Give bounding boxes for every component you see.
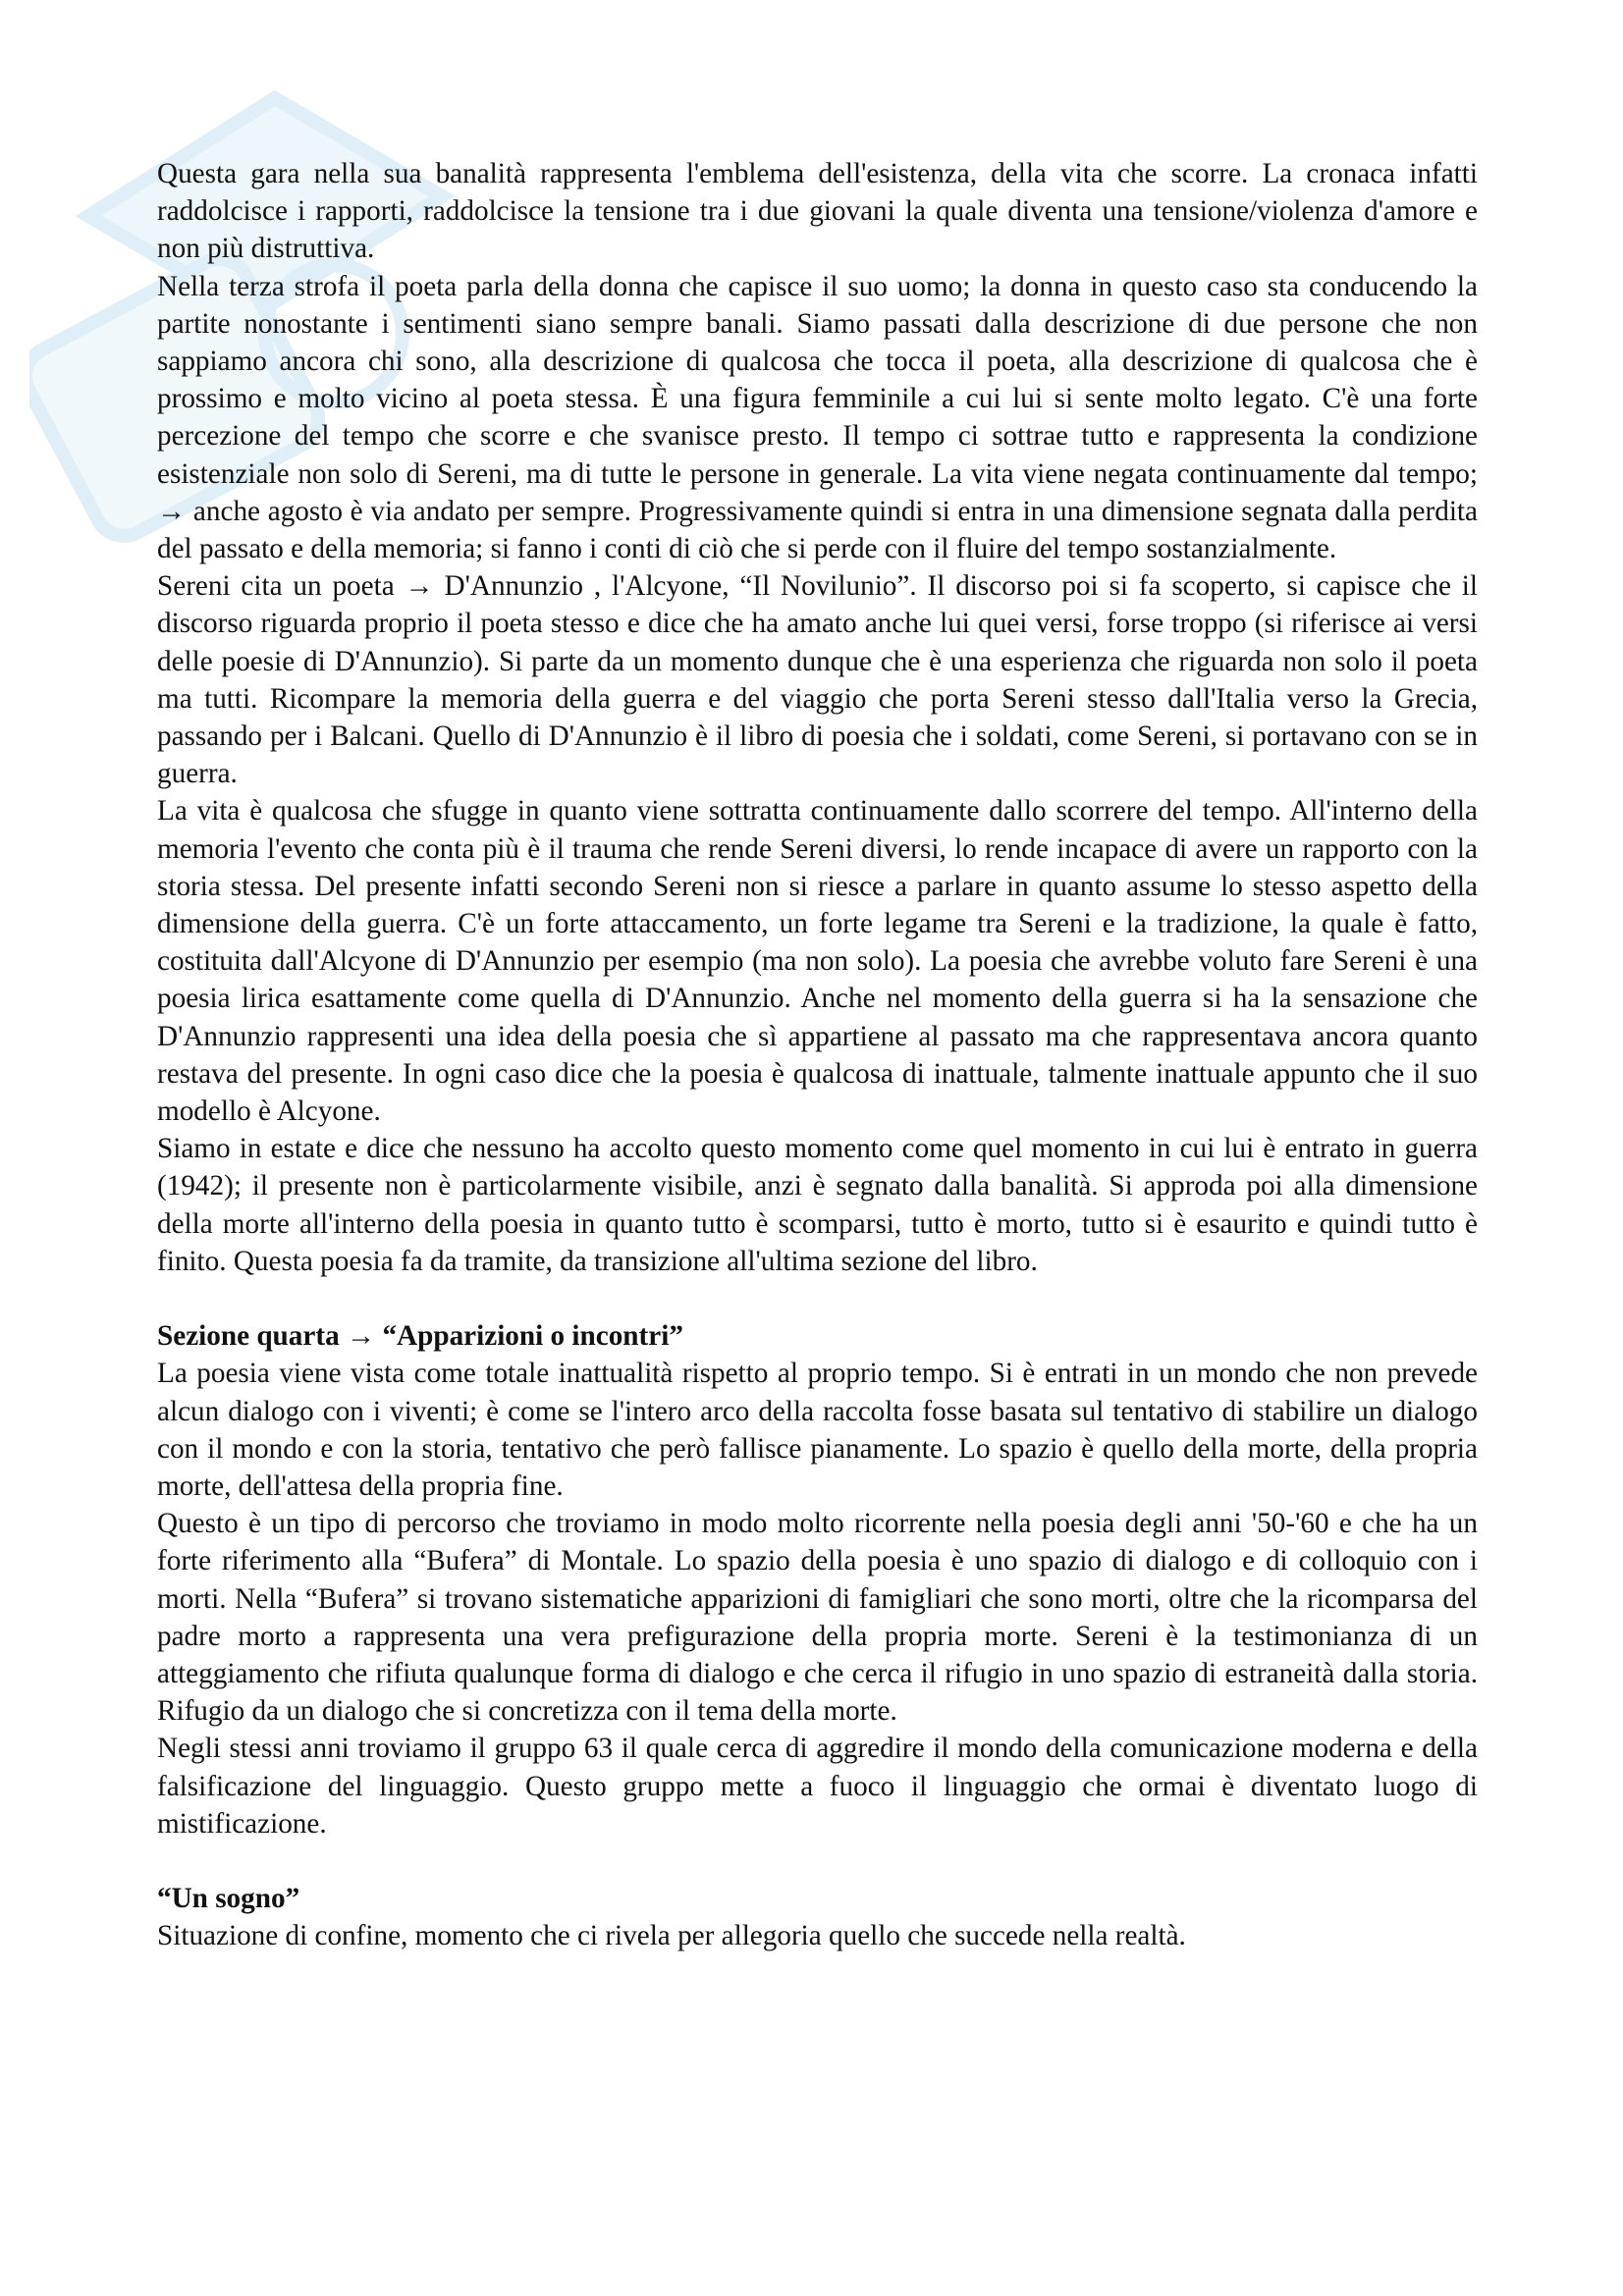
paragraph-5: Siamo in estate e dice che nessuno ha accolto questo momento come quel momento in cui lui è entrato in guerra (1942); il presente non è particolarmente visibile, anzi è segnato dalla banalità. Si approda poi alla dimensione della morte all'interno della poesia in quanto tutto è scomparsi, tutto è morto, tutto si è esaurito e quindi tutto è finito. Questa poesia fa da tramite, da transizione all'ultima sezione del libro. bbox=[157, 1133, 1478, 1277]
subsection-heading: “Un sogno” bbox=[157, 1882, 300, 1914]
document-body bbox=[157, 155, 1478, 1954]
subsection-paragraph: Situazione di confine, momento che ci rivela per allegoria quello che succede nella realtà. bbox=[157, 1920, 1186, 1952]
spacer bbox=[157, 1280, 1478, 1317]
paragraph-3: Sereni cita un poeta → D'Annunzio , l'Alcyone, “Il Novilunio”. Il discorso poi si fa scoperto, si capisce che il discorso riguarda proprio il poeta stesso e dice che ha amato anche lui quei versi, forse troppo (si riferisce ai versi delle poesie di D'Annunzio). Si parte da un momento dunque che è una esperienza che riguarda non solo il poeta ma tutti. Ricompare la memoria della guerra e del viaggio che porta Sereni stesso dall'Italia verso la Grecia, passando per i Balcani. Quello di D'Annunzio è il libro di poesia che i soldati, come Sereni, si portavano con se in guerra. bbox=[157, 570, 1478, 790]
paragraph-1: Questa gara nella sua banalità rappresenta l'emblema dell'esistenza, della vita che scorre. La cronaca infatti raddolcisce i rapporti, raddolcisce la tensione tra i due giovani la quale diventa una tensione/violenza d'amore e non più distruttiva. bbox=[157, 158, 1478, 265]
spacer bbox=[157, 1842, 1478, 1880]
paragraph-4: La vita è qualcosa che sfugge in quanto viene sottratta continuamente dallo scorrere del tempo. All'interno della memoria l'evento che conta più è il trauma che rende Sereni diversi, lo rende incapace di avere un rapporto con la storia stessa. Del presente infatti secondo Sereni non si riesce a parlare in quanto assume lo stesso aspetto della dimensione della guerra. C'è un forte attaccamento, un forte legame tra Sereni e la tradizione, la quale è fatto, costituita dall'Alcyone di D'Annunzio per esempio (ma non solo). La poesia che avrebbe voluto fare Sereni è una poesia lirica esattamente come quella di D'Annunzio. Anche nel momento della guerra si ha la sensazione che D'Annunzio rappresenti una idea della poesia che sì appartiene al passato ma che rappresentava ancora quanto restava del presente. In ogni caso dice che la poesia è qualcosa di inattuale, talmente inattuale appunto che il suo modello è Alcyone. bbox=[157, 795, 1478, 1128]
section-paragraph-2: Questo è un tipo di percorso che troviamo in modo molto ricorrente nella poesia degli anni '50-'60 e che ha un forte riferimento alla “Bufera” di Montale. Lo spazio della poesia è uno spazio di dialogo e di colloquio con i morti. Nella “Bufera” si trovano sistematiche apparizioni di famigliari che sono morti, oltre che la ricomparsa del padre morto a rappresenta una vera prefigurazione della propria morte. Sereni è la testimonianza di un atteggiamento che rifiuta qualunque forma di dialogo e che cerca il rifugio in uno spazio di estraneità dalla storia. Rifugio da un dialogo che si concretizza con il tema della morte. bbox=[157, 1508, 1478, 1728]
section-paragraph-1: La poesia viene vista come totale inattualità rispetto al proprio tempo. Si è entrati in un mondo che non prevede alcun dialogo con i viventi; è come se l'intero arco della raccolta fosse basata sul tentativo di stabilire un dialogo con il mondo e con la storia, tentativo che però fallisce pianamente. Lo spazio è quello della morte, della propria morte, dell'attesa della propria fine. bbox=[157, 1358, 1478, 1502]
section-heading: Sezione quarta → “Apparizioni o incontri” bbox=[157, 1320, 683, 1353]
paragraph-2: Nella terza strofa il poeta parla della donna che capisce il suo uomo; la donna in questo caso sta conducendo la partite nonostante i sentimenti siano sempre banali. Siamo passati dalla descrizione di due persone che non sappiamo ancora chi sono, alla descrizione di qualcosa che tocca il poeta, alla descrizione di qualcosa che è prossimo e molto vicino al poeta stessa. È una figura femminile a cui lui si sente molto legato. C'è una forte percezione del tempo che scorre e che svanisce presto. Il tempo ci sottrae tutto e rappresenta la condizione esistenziale non solo di Sereni, ma di tutte le persone in generale. La vita viene negata continuamente dal tempo; → anche agosto è via andato per sempre. Progressivamente quindi si entra in una dimensione segnata dalla perdita del passato e della memoria; si fanno i conti di ciò che si perde con il fluire del tempo sostanzialmente. bbox=[157, 270, 1478, 565]
section-paragraph-3: Negli stessi anni troviamo il gruppo 63 il quale cerca di aggredire il mondo della comunicazione moderna e della falsificazione del linguaggio. Questo gruppo mette a fuoco il linguaggio che ormai è diventato luogo di mistificazione. bbox=[157, 1733, 1478, 1840]
